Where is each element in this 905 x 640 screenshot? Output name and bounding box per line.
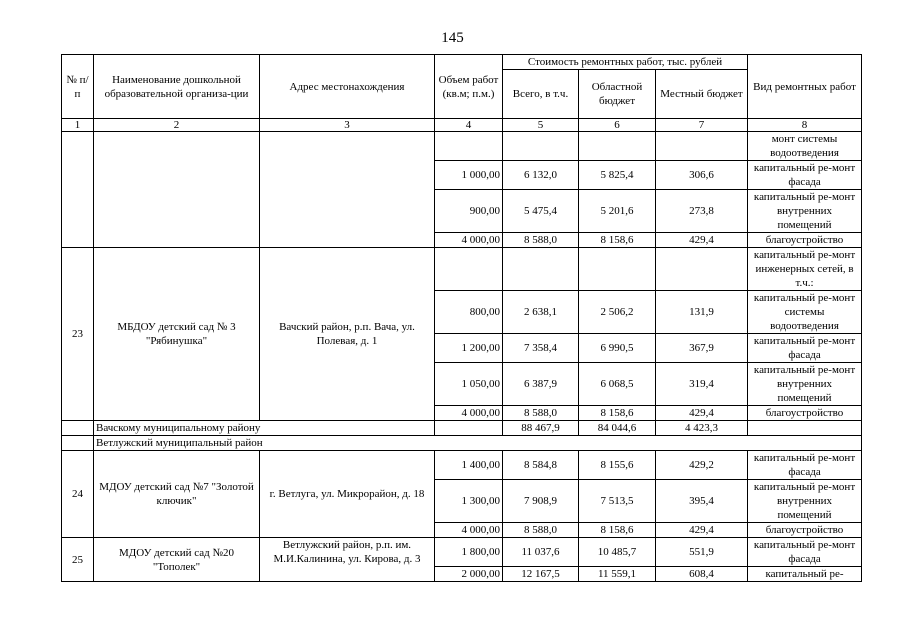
regional-cell: 8 158,6 bbox=[579, 406, 656, 421]
local-cell: 131,9 bbox=[656, 291, 748, 334]
volume-cell: 1 400,00 bbox=[435, 451, 503, 480]
total-cell: 8 588,0 bbox=[503, 523, 579, 538]
total-cell: 11 037,6 bbox=[503, 538, 579, 567]
volume-cell: 4 000,00 bbox=[435, 523, 503, 538]
org-name-cell: МБДОУ детский сад № 3 "Рябинушка" bbox=[94, 248, 260, 421]
local-cell: 608,4 bbox=[656, 567, 748, 582]
kind-cell: капитальный ре-монт внутренних помещений bbox=[748, 363, 862, 406]
kind-cell: благоустройство bbox=[748, 233, 862, 248]
local-cell: 319,4 bbox=[656, 363, 748, 406]
address-cell bbox=[260, 132, 435, 248]
regional-cell: 8 158,6 bbox=[579, 523, 656, 538]
regional-cell: 8 158,6 bbox=[579, 233, 656, 248]
total-cell: 8 584,8 bbox=[503, 451, 579, 480]
total-cell: 88 467,9 bbox=[503, 421, 579, 436]
total-cell: 7 908,9 bbox=[503, 480, 579, 523]
num-cell bbox=[62, 436, 94, 451]
index-cell: 4 bbox=[435, 119, 503, 132]
total-cell: 8 588,0 bbox=[503, 233, 579, 248]
regional-cell: 10 485,7 bbox=[579, 538, 656, 567]
index-cell: 2 bbox=[94, 119, 260, 132]
regional-cell: 5 825,4 bbox=[579, 161, 656, 190]
regional-cell: 6 068,5 bbox=[579, 363, 656, 406]
volume-cell bbox=[435, 421, 503, 436]
total-cell: 6 387,9 bbox=[503, 363, 579, 406]
kind-cell bbox=[748, 421, 862, 436]
header-kind: Вид ремонтных работ bbox=[748, 55, 862, 119]
org-name-cell: МДОУ детский сад №20 "Тополек" bbox=[94, 538, 260, 582]
kind-cell: капитальный ре-монт внутренних помещений bbox=[748, 190, 862, 233]
total-cell: 2 638,1 bbox=[503, 291, 579, 334]
kind-cell: капитальный ре-монт инженерных сетей, в т.ч.: bbox=[748, 248, 862, 291]
local-cell: 367,9 bbox=[656, 334, 748, 363]
regional-cell: 84 044,6 bbox=[579, 421, 656, 436]
num-cell: 24 bbox=[62, 451, 94, 538]
volume-cell: 800,00 bbox=[435, 291, 503, 334]
org-name-cell: МДОУ детский сад №7 "Золотой ключик" bbox=[94, 451, 260, 538]
kind-cell: капитальный ре-монт фасада bbox=[748, 334, 862, 363]
index-row bbox=[62, 119, 862, 132]
volume-cell: 1 200,00 bbox=[435, 334, 503, 363]
local-cell: 273,8 bbox=[656, 190, 748, 233]
regional-cell: 7 513,5 bbox=[579, 480, 656, 523]
table-row bbox=[62, 248, 862, 291]
regional-cell: 6 990,5 bbox=[579, 334, 656, 363]
volume-cell: 4 000,00 bbox=[435, 233, 503, 248]
volume-cell: 2 000,00 bbox=[435, 567, 503, 582]
subtotal-label: Вачскому муниципальному району bbox=[94, 421, 435, 436]
total-cell: 8 588,0 bbox=[503, 406, 579, 421]
index-cell: 7 bbox=[656, 119, 748, 132]
local-cell bbox=[656, 248, 748, 291]
volume-cell: 4 000,00 bbox=[435, 406, 503, 421]
kind-cell: благоустройство bbox=[748, 406, 862, 421]
index-cell: 1 bbox=[62, 119, 94, 132]
local-cell: 429,4 bbox=[656, 523, 748, 538]
index-cell: 3 bbox=[260, 119, 435, 132]
org-name-cell bbox=[94, 132, 260, 248]
num-cell bbox=[62, 132, 94, 248]
total-cell: 5 475,4 bbox=[503, 190, 579, 233]
local-cell: 429,2 bbox=[656, 451, 748, 480]
header-org-name: Наименование дошкольной образовательной организа-ции bbox=[94, 55, 260, 119]
volume-cell: 1 300,00 bbox=[435, 480, 503, 523]
regional-cell: 2 506,2 bbox=[579, 291, 656, 334]
page-number: 145 bbox=[441, 30, 464, 46]
regional-cell bbox=[579, 248, 656, 291]
local-cell: 395,4 bbox=[656, 480, 748, 523]
header-volume: Объем работ (кв.м; п.м.) bbox=[435, 55, 503, 119]
local-cell bbox=[656, 132, 748, 161]
index-cell: 8 bbox=[748, 119, 862, 132]
regional-cell bbox=[579, 132, 656, 161]
header-total: Всего, в т.ч. bbox=[503, 70, 579, 119]
table-row bbox=[62, 132, 862, 161]
header-local: Местный бюджет bbox=[656, 70, 748, 119]
volume-cell bbox=[435, 132, 503, 161]
regional-cell: 8 155,6 bbox=[579, 451, 656, 480]
volume-cell: 1 050,00 bbox=[435, 363, 503, 406]
regional-cell: 5 201,6 bbox=[579, 190, 656, 233]
regional-cell: 11 559,1 bbox=[579, 567, 656, 582]
header-num: № п/п bbox=[62, 55, 94, 119]
kind-cell: капитальный ре-монт фасада bbox=[748, 451, 862, 480]
local-cell: 306,6 bbox=[656, 161, 748, 190]
address-cell: Вачский район, р.п. Вача, ул. Полевая, д. 1 bbox=[260, 248, 435, 421]
kind-cell: капитальный ре-монт фасада bbox=[748, 538, 862, 567]
header-cost-group: Стоимость ремонтных работ, тыс. рублей bbox=[503, 55, 748, 70]
section-row bbox=[62, 436, 862, 451]
header-address: Адрес местонахождения bbox=[260, 55, 435, 119]
num-cell: 23 bbox=[62, 248, 94, 421]
total-cell: 12 167,5 bbox=[503, 567, 579, 582]
total-cell: 7 358,4 bbox=[503, 334, 579, 363]
local-cell: 551,9 bbox=[656, 538, 748, 567]
local-cell: 429,4 bbox=[656, 233, 748, 248]
kind-cell: капитальный ре-монт системы водоотведения bbox=[748, 291, 862, 334]
index-cell: 5 bbox=[503, 119, 579, 132]
kind-cell: монт системы водоотведения bbox=[748, 132, 862, 161]
total-cell bbox=[503, 248, 579, 291]
header-row-1 bbox=[62, 55, 862, 70]
kind-cell: благоустройство bbox=[748, 523, 862, 538]
section-label: Ветлужский муниципальный район bbox=[94, 436, 862, 451]
subtotal-row bbox=[62, 421, 862, 436]
volume-cell: 900,00 bbox=[435, 190, 503, 233]
volume-cell: 1 800,00 bbox=[435, 538, 503, 567]
index-cell: 6 bbox=[579, 119, 656, 132]
table-row bbox=[62, 451, 862, 480]
volume-cell: 1 000,00 bbox=[435, 161, 503, 190]
local-cell: 429,4 bbox=[656, 406, 748, 421]
total-cell: 6 132,0 bbox=[503, 161, 579, 190]
num-cell: 25 bbox=[62, 538, 94, 582]
address-cell: Ветлужский район, р.п. им. М.И.Калинина, ул. Кирова, д. 3 bbox=[260, 538, 435, 582]
table-row bbox=[62, 538, 862, 567]
repair-works-table bbox=[61, 54, 862, 582]
volume-cell bbox=[435, 248, 503, 291]
kind-cell: капитальный ре- bbox=[748, 567, 862, 582]
num-cell bbox=[62, 421, 94, 436]
kind-cell: капитальный ре-монт фасада bbox=[748, 161, 862, 190]
local-cell: 4 423,3 bbox=[656, 421, 748, 436]
header-regional: Областной бюджет bbox=[579, 70, 656, 119]
total-cell bbox=[503, 132, 579, 161]
address-cell: г. Ветлуга, ул. Микрорайон, д. 18 bbox=[260, 451, 435, 538]
kind-cell: капитальный ре-монт внутренних помещений bbox=[748, 480, 862, 523]
